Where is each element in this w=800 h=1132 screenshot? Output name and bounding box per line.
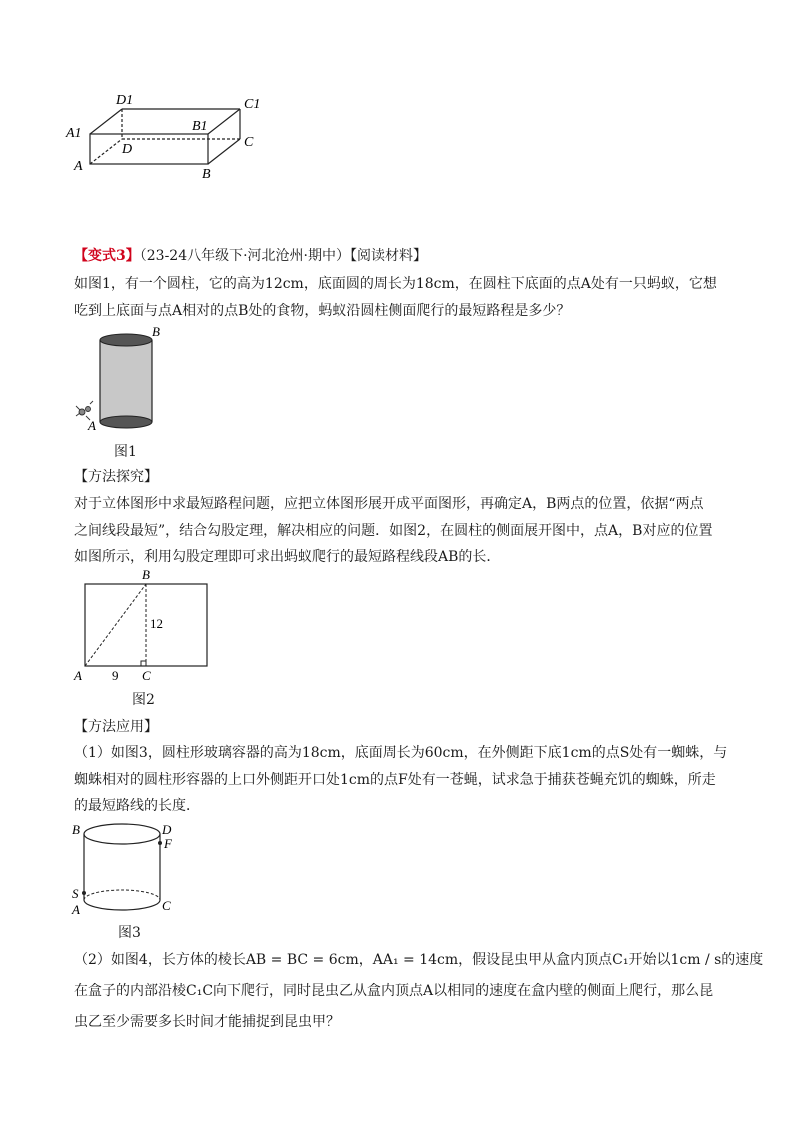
label-B1: B1 bbox=[192, 119, 208, 134]
label-C1: C1 bbox=[244, 97, 261, 112]
fig1-label-A: A bbox=[88, 418, 96, 433]
fig3-label-S: S bbox=[72, 886, 79, 901]
fig3-label-D: D bbox=[162, 822, 172, 837]
unrolled-rectangle-figure-2 bbox=[70, 566, 220, 686]
method-apply-heading: 【方法应用】 bbox=[74, 719, 158, 735]
fig3-caption: 图3 bbox=[118, 925, 141, 941]
fig3-label-B: B bbox=[72, 822, 80, 837]
cylinder-figure-3 bbox=[68, 818, 188, 922]
fig2-label-C: C bbox=[142, 668, 151, 683]
q2-line-2: 在盒子的内部沿棱C₁C向下爬行，同时昆虫乙从盒内顶点A以相同的速度在盒内壁的侧面上爬行，那么昆 bbox=[74, 983, 714, 999]
q1-line-3: 的最短路线的长度． bbox=[74, 798, 200, 814]
fig1-label-B: B bbox=[152, 324, 160, 339]
fig2-caption: 图2 bbox=[132, 692, 155, 708]
label-A1: A1 bbox=[66, 126, 82, 141]
q1-line-1: （1）如图3，圆柱形玻璃容器的高为18cm，底面周长为60cm，在外侧距下底1cm的点S处有一蜘蛛，与 bbox=[74, 745, 728, 761]
method-explore-line-1: 对于立体图形中求最短路程问题，应把立体图形展开成平面图形，再确定A，B两点的位置，依据“两点 bbox=[74, 496, 704, 512]
fig2-height-value: 12 bbox=[150, 616, 163, 631]
cuboid-figure bbox=[60, 90, 280, 190]
q1-line-2: 蜘蛛相对的圆柱形容器的上口外侧距开口处1cm的点F处有一苍蝇，试求急于捕获苍蝇充饥的蜘蛛，所走 bbox=[74, 772, 716, 788]
q2-line-1: （2）如图4，长方体的棱长AB = BC = 6cm，AA₁ = 14cm，假设昆虫甲从盒内顶点C₁开始以1cm / s的速度 bbox=[74, 952, 764, 968]
q2-line-3: 虫乙至少需要多长时间才能捕捉到昆虫甲？ bbox=[74, 1014, 340, 1030]
fig2-label-B: B bbox=[142, 567, 150, 582]
fig3-label-F: F bbox=[164, 836, 172, 851]
fig3-label-A: A bbox=[72, 902, 80, 917]
method-explore-line-3: 如图所示，利用勾股定理即可求出蚂蚁爬行的最短路程线段AB的长． bbox=[74, 549, 501, 565]
problem-line-2: 吃到上底面与点A相对的点B处的食物，蚂蚁沿圆柱侧面爬行的最短路程是多少？ bbox=[74, 303, 571, 319]
label-D1: D1 bbox=[116, 93, 134, 108]
fig1-caption: 图1 bbox=[114, 444, 137, 460]
method-explore-heading: 【方法探究】 bbox=[74, 469, 158, 485]
fig2-label-A: A bbox=[74, 668, 82, 683]
label-B: B bbox=[202, 167, 211, 182]
label-C: C bbox=[244, 135, 254, 150]
label-D: D bbox=[122, 142, 133, 157]
problem-source: （23-24八年级下·河北沧州·期中）【阅读材料】 bbox=[139, 248, 428, 264]
cylinder-figure-1 bbox=[68, 324, 178, 436]
label-A: A bbox=[74, 159, 83, 174]
fig3-label-C: C bbox=[162, 898, 171, 913]
fig2-base-value: 9 bbox=[112, 668, 119, 683]
method-explore-line-2: 之间线段最短”，结合勾股定理，解决相应的问题．如图2，在圆柱的侧面展开图中，点A，B对应的位置 bbox=[74, 523, 713, 539]
variant-tag: 【变式3】 bbox=[74, 248, 140, 264]
problem-header bbox=[74, 246, 427, 266]
problem-line-1: 如图1，有一个圆柱，它的高为12cm，底面圆的周长为18cm，在圆柱下底面的点A处有一只蚂蚁，它想 bbox=[74, 276, 717, 292]
